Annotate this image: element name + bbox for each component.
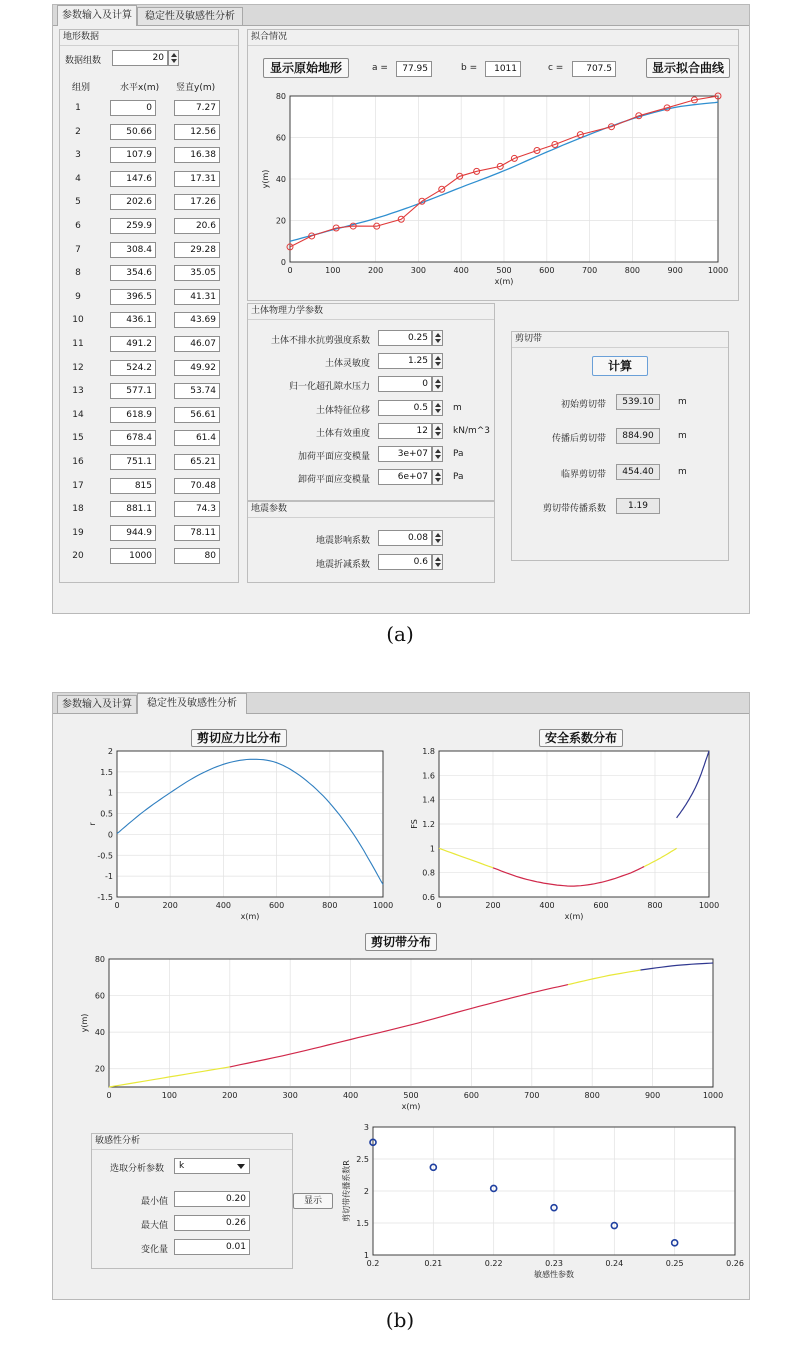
shear-result-label: 临界剪切带 xyxy=(560,470,606,480)
data-count-stepper[interactable] xyxy=(168,50,179,66)
quake-param-input[interactable]: 0.6 xyxy=(378,554,432,570)
x-tick-label: 300 xyxy=(282,1091,298,1100)
x-tick-label: 400 xyxy=(539,901,555,910)
calculate-button[interactable]: 计算 xyxy=(592,356,648,376)
data-count-input[interactable]: 20 xyxy=(112,50,168,66)
x-tick-label: 300 xyxy=(410,266,427,275)
row-index: 12 xyxy=(72,362,84,373)
row-index: 16 xyxy=(72,457,84,467)
y-tick-label: 80 xyxy=(94,955,105,964)
y-tick-label: 0 xyxy=(107,830,113,840)
shear-result-label: 初始剪切带 xyxy=(560,400,606,410)
x-tick-label: 0 xyxy=(287,266,293,275)
row-index: 2 xyxy=(75,126,81,137)
show-terrain-button[interactable]: 显示原始地形 xyxy=(263,58,349,78)
soil-param-stepper[interactable] xyxy=(432,469,443,485)
stress-ratio-title: 剪切应力比分布 xyxy=(191,729,287,747)
y-value-input[interactable]: 12.56 xyxy=(174,124,220,140)
max-input[interactable]: 0.26 xyxy=(174,1215,250,1231)
soil-param-stepper[interactable] xyxy=(432,400,443,416)
x-tick-label: 0.21 xyxy=(424,1259,443,1268)
soil-param-stepper[interactable] xyxy=(432,376,443,392)
soil-param-input[interactable]: 0.5 xyxy=(378,400,432,416)
y-value-input[interactable]: 74.3 xyxy=(174,501,220,517)
c-label: c = xyxy=(548,63,564,73)
y-tick-label: 60 xyxy=(94,991,105,1001)
soil-param-label: 归一化超孔隙水压力 xyxy=(288,382,370,393)
x-tick-label: 400 xyxy=(453,266,469,275)
shear-result-unit: m xyxy=(678,467,687,477)
y-value-input[interactable]: 7.27 xyxy=(174,100,220,116)
shear-result-unit: m xyxy=(678,431,687,441)
x-value-input[interactable]: 751.1 xyxy=(110,454,156,470)
y-tick-label: 3 xyxy=(363,1123,369,1132)
x-tick-label: 0.25 xyxy=(665,1259,684,1268)
shear-band-chart xyxy=(57,953,743,1125)
show-button[interactable]: 显示 xyxy=(293,1193,333,1209)
sensitivity-chart xyxy=(337,1121,747,1293)
x-tick-label: 200 xyxy=(162,901,178,910)
soil-parameters-group xyxy=(247,303,495,501)
y-axis-label: y(m) xyxy=(80,1013,89,1033)
row-index: 10 xyxy=(72,315,84,326)
sensitivity-group-title: 敏感性分析 xyxy=(92,1134,292,1150)
row-index: 3 xyxy=(75,150,81,161)
shear-band-group xyxy=(511,331,729,561)
x-tick-label: 700 xyxy=(524,1091,540,1100)
y-tick-label: -0.5 xyxy=(97,851,113,861)
column-x-header: 水平x(m) xyxy=(120,83,160,93)
y-tick-label: 40 xyxy=(94,1028,105,1038)
y-tick-label: 1 xyxy=(107,788,113,798)
x-tick-label: 200 xyxy=(485,901,501,910)
x-value-input[interactable]: 944.9 xyxy=(110,525,156,541)
soil-param-unit: Pa xyxy=(453,472,464,483)
x-tick-label: 0.24 xyxy=(605,1259,624,1268)
y-tick-label: 40 xyxy=(275,175,286,184)
x-tick-label: 0 xyxy=(436,901,442,910)
x-value-input[interactable]: 577.1 xyxy=(110,383,156,399)
y-tick-label: 1.6 xyxy=(422,771,435,781)
x-tick-label: 600 xyxy=(539,266,555,275)
x-value-input[interactable]: 202.6 xyxy=(110,194,156,210)
x-value-input[interactable]: 396.5 xyxy=(110,289,156,305)
x-tick-label: 700 xyxy=(581,266,598,275)
x-tick-label: 900 xyxy=(644,1091,661,1100)
soil-param-input[interactable]: 3e+07 xyxy=(378,446,432,462)
shear-result-value: 539.10 xyxy=(616,394,660,410)
y-value-input[interactable]: 70.48 xyxy=(174,478,220,494)
plot-area xyxy=(117,751,383,897)
x-value-input[interactable]: 354.6 xyxy=(110,265,156,281)
x-value-input[interactable]: 147.6 xyxy=(110,171,156,187)
y-tick-label: -1.5 xyxy=(97,893,113,902)
soil-param-stepper[interactable] xyxy=(432,423,443,439)
soil-param-input[interactable]: 12 xyxy=(378,423,432,439)
y-value-input[interactable]: 17.31 xyxy=(174,171,220,187)
x-tick-label: 500 xyxy=(496,266,512,275)
a-value[interactable]: 77.95 xyxy=(396,61,432,77)
x-value-input[interactable]: 524.2 xyxy=(110,360,156,376)
soil-group-title: 土体物理力学参数 xyxy=(248,304,494,320)
y-tick-label: 0.6 xyxy=(422,893,435,902)
shear-result-label: 剪切带传播系数 xyxy=(542,504,606,514)
x-tick-label: 1000 xyxy=(707,266,729,275)
shear-result-value: 884.90 xyxy=(616,428,660,444)
shear-band-title: 剪切带分布 xyxy=(365,933,437,951)
select-param-value: k xyxy=(179,1161,185,1171)
y-tick-label: 1.2 xyxy=(422,820,435,829)
shear-result-value: 1.19 xyxy=(616,498,660,514)
x-tick-label: 400 xyxy=(342,1091,359,1100)
y-value-input[interactable]: 46.07 xyxy=(174,336,220,352)
y-tick-label: 1.5 xyxy=(100,767,113,777)
x-value-input[interactable]: 881.1 xyxy=(110,501,156,517)
sensitivity-group xyxy=(91,1133,293,1269)
y-value-input[interactable]: 29.28 xyxy=(174,242,220,258)
y-value-input[interactable]: 49.92 xyxy=(174,360,220,376)
terrain-group-title: 地形数据 xyxy=(60,30,238,46)
x-tick-label: 1000 xyxy=(698,901,720,910)
tab-stability-analysis-b[interactable]: 稳定性及敏感性分析 xyxy=(137,693,247,714)
y-tick-label: 20 xyxy=(94,1064,105,1074)
quake-group-title: 地震参数 xyxy=(248,502,494,518)
x-axis-label: 敏感性参数 xyxy=(534,1270,574,1279)
x-tick-label: 400 xyxy=(215,901,232,910)
x-tick-label: 100 xyxy=(161,1091,178,1100)
step-label: 变化量 xyxy=(140,1245,168,1255)
tab-bar xyxy=(53,5,749,26)
row-index: 9 xyxy=(75,291,81,302)
x-value-input[interactable]: 308.4 xyxy=(110,242,156,258)
shear-result-label: 传播后剪切带 xyxy=(551,434,606,444)
row-index: 19 xyxy=(72,527,84,538)
x-tick-label: 200 xyxy=(367,266,384,275)
soil-param-unit: Pa xyxy=(453,449,464,459)
select-param-label: 选取分析参数 xyxy=(110,1164,165,1174)
row-index: 8 xyxy=(75,268,81,279)
y-tick-label: 0.8 xyxy=(422,868,435,878)
y-tick-label: 1.8 xyxy=(422,747,435,756)
y-tick-label: 1 xyxy=(363,1251,369,1260)
x-tick-label: 100 xyxy=(325,266,341,275)
y-value-input[interactable]: 78.11 xyxy=(174,525,220,541)
soil-param-unit: kN/m^3 xyxy=(453,425,491,436)
tab-stability-analysis[interactable]: 稳定性及敏感性分析 xyxy=(137,7,243,25)
y-tick-label: 1.4 xyxy=(422,795,435,805)
x-tick-label: 0.26 xyxy=(726,1259,744,1268)
x-value-input[interactable]: 491.2 xyxy=(110,336,156,352)
tab-bar-b xyxy=(53,693,749,714)
y-value-input[interactable]: 56.61 xyxy=(174,407,220,423)
x-axis-label: x(m) xyxy=(494,277,514,286)
row-index: 17 xyxy=(72,480,84,491)
x-axis-label: x(m) xyxy=(240,912,260,921)
x-value-input[interactable]: 678.4 xyxy=(110,430,156,446)
y-tick-label: 1.5 xyxy=(356,1219,369,1228)
y-tick-label: 1 xyxy=(429,844,435,854)
x-value-input[interactable]: 1000 xyxy=(110,548,156,564)
step-input[interactable]: 0.01 xyxy=(174,1239,250,1255)
stress-ratio-chart xyxy=(73,745,403,925)
x-tick-label: 600 xyxy=(463,1091,480,1100)
y-value-input[interactable]: 80 xyxy=(174,548,220,564)
x-axis-label: x(m) xyxy=(564,912,584,921)
x-tick-label: 0.2 xyxy=(366,1259,380,1268)
y-value-input[interactable]: 53.74 xyxy=(174,383,220,399)
x-tick-label: 500 xyxy=(403,1091,419,1100)
y-value-input[interactable]: 35.05 xyxy=(174,265,220,281)
soil-param-unit: m xyxy=(453,402,462,413)
soil-param-input[interactable]: 6e+07 xyxy=(378,469,432,485)
min-label: 最小值 xyxy=(140,1197,168,1207)
y-tick-label: 0 xyxy=(280,258,286,267)
tab-parameter-input-b[interactable]: 参数输入及计算 xyxy=(57,695,137,713)
x-value-input[interactable]: 50.66 xyxy=(110,124,156,140)
shear-result-value: 454.40 xyxy=(616,464,660,480)
quake-param-label: 地震折减系数 xyxy=(315,560,370,570)
soil-param-label: 加荷平面应变模量 xyxy=(297,452,370,462)
row-index: 18 xyxy=(72,504,84,515)
soil-param-stepper[interactable] xyxy=(432,353,443,369)
row-index: 1 xyxy=(75,103,81,113)
safety-factor-title: 安全系数分布 xyxy=(539,729,623,747)
soil-param-input[interactable]: 1.25 xyxy=(378,353,432,369)
y-value-input[interactable]: 20.6 xyxy=(174,218,220,234)
x-value-input[interactable]: 259.9 xyxy=(110,218,156,234)
y-axis-label: y(m) xyxy=(261,169,270,189)
row-index: 15 xyxy=(72,433,84,444)
soil-param-label: 土体不排水抗剪强度系数 xyxy=(270,336,370,346)
a-label: a = xyxy=(372,63,388,73)
x-value-input[interactable]: 0 xyxy=(110,100,156,116)
y-value-input[interactable]: 43.69 xyxy=(174,312,220,328)
y-tick-label: 80 xyxy=(275,92,286,101)
x-value-input[interactable]: 107.9 xyxy=(110,147,156,163)
x-tick-label: 0.22 xyxy=(484,1259,503,1268)
soil-param-label: 卸荷平面应变模量 xyxy=(297,475,370,486)
soil-param-label: 土体灵敏度 xyxy=(324,359,370,370)
x-tick-label: 0 xyxy=(106,1091,112,1100)
shear-result-unit: m xyxy=(678,397,687,407)
y-tick-label: 2 xyxy=(107,747,113,756)
x-value-input[interactable]: 815 xyxy=(110,478,156,494)
x-value-input[interactable]: 436.1 xyxy=(110,312,156,328)
caption-a: (a) xyxy=(386,622,414,646)
column-group-header: 组别 xyxy=(72,83,91,93)
max-label: 最大值 xyxy=(140,1221,168,1231)
y-axis-label: 剪切带传播系数R xyxy=(342,1160,351,1222)
row-index: 6 xyxy=(75,221,81,231)
panel-parameter-input xyxy=(52,4,750,614)
soil-param-stepper[interactable] xyxy=(432,330,443,346)
y-axis-label: FS xyxy=(410,819,419,829)
row-index: 11 xyxy=(72,339,84,349)
fit-group-title: 拟合情况 xyxy=(248,30,738,46)
x-tick-label: 1000 xyxy=(372,901,394,910)
data-count-label: 数据组数 xyxy=(65,56,102,66)
y-axis-label: r xyxy=(88,822,97,826)
shear-group-title: 剪切带 xyxy=(512,332,728,348)
select-param-dropdown[interactable] xyxy=(174,1158,250,1174)
row-index: 13 xyxy=(72,386,84,397)
safety-factor-chart xyxy=(409,745,739,925)
fit-group xyxy=(247,29,739,301)
y-tick-label: 2.5 xyxy=(356,1155,369,1164)
y-tick-label: -1 xyxy=(105,872,113,882)
x-tick-label: 0.23 xyxy=(545,1259,563,1268)
caption-b: (b) xyxy=(385,1308,415,1332)
x-tick-label: 800 xyxy=(624,266,641,275)
quake-param-label: 地震影响系数 xyxy=(315,536,370,546)
quake-param-stepper[interactable] xyxy=(432,530,443,546)
y-value-input[interactable]: 17.26 xyxy=(174,194,220,210)
quake-param-input[interactable]: 0.08 xyxy=(378,530,432,546)
soil-param-label: 土体有效重度 xyxy=(315,428,370,439)
c-value[interactable]: 707.5 xyxy=(572,61,616,77)
row-index: 14 xyxy=(72,409,84,420)
x-tick-label: 800 xyxy=(584,1091,600,1100)
soil-param-input[interactable]: 0 xyxy=(378,376,432,392)
min-input[interactable]: 0.20 xyxy=(174,1191,250,1207)
row-index: 5 xyxy=(75,197,81,208)
soil-param-label: 土体特征位移 xyxy=(315,405,370,416)
x-tick-label: 200 xyxy=(222,1091,238,1100)
y-value-input[interactable]: 61.4 xyxy=(174,430,220,446)
b-value[interactable]: 1011 xyxy=(485,61,521,77)
x-tick-label: 800 xyxy=(647,901,663,910)
y-value-input[interactable]: 65.21 xyxy=(174,454,220,470)
y-value-input[interactable]: 16.38 xyxy=(174,147,220,163)
earthquake-parameters-group xyxy=(247,501,495,583)
y-tick-label: 0.5 xyxy=(100,809,113,819)
tab-parameter-input[interactable]: 参数输入及计算 xyxy=(57,5,137,26)
show-fitted-curve-button[interactable]: 显示拟合曲线 xyxy=(646,58,730,78)
y-tick-label: 20 xyxy=(275,216,286,226)
panel-stability-analysis xyxy=(52,692,750,1300)
x-tick-label: 600 xyxy=(268,901,285,910)
x-tick-label: 900 xyxy=(667,266,683,275)
row-index: 7 xyxy=(75,244,81,255)
x-tick-label: 1000 xyxy=(702,1091,724,1100)
soil-param-input[interactable]: 0.25 xyxy=(378,330,432,346)
x-tick-label: 800 xyxy=(322,901,338,910)
soil-param-stepper[interactable] xyxy=(432,446,443,462)
y-value-input[interactable]: 41.31 xyxy=(174,289,220,305)
terrain-data-group xyxy=(59,29,239,583)
fit-chart xyxy=(248,86,736,296)
quake-param-stepper[interactable] xyxy=(432,554,443,570)
row-index: 20 xyxy=(72,551,84,562)
x-tick-label: 600 xyxy=(593,901,609,910)
y-tick-label: 60 xyxy=(275,133,286,143)
x-tick-label: 0 xyxy=(114,901,120,910)
chevron-down-icon xyxy=(237,1164,245,1169)
column-y-header: 竖直y(m) xyxy=(176,83,216,93)
row-index: 4 xyxy=(75,173,81,184)
y-tick-label: 2 xyxy=(363,1187,369,1196)
x-axis-label: x(m) xyxy=(401,1102,421,1111)
b-label: b = xyxy=(461,63,478,73)
x-value-input[interactable]: 618.9 xyxy=(110,407,156,423)
